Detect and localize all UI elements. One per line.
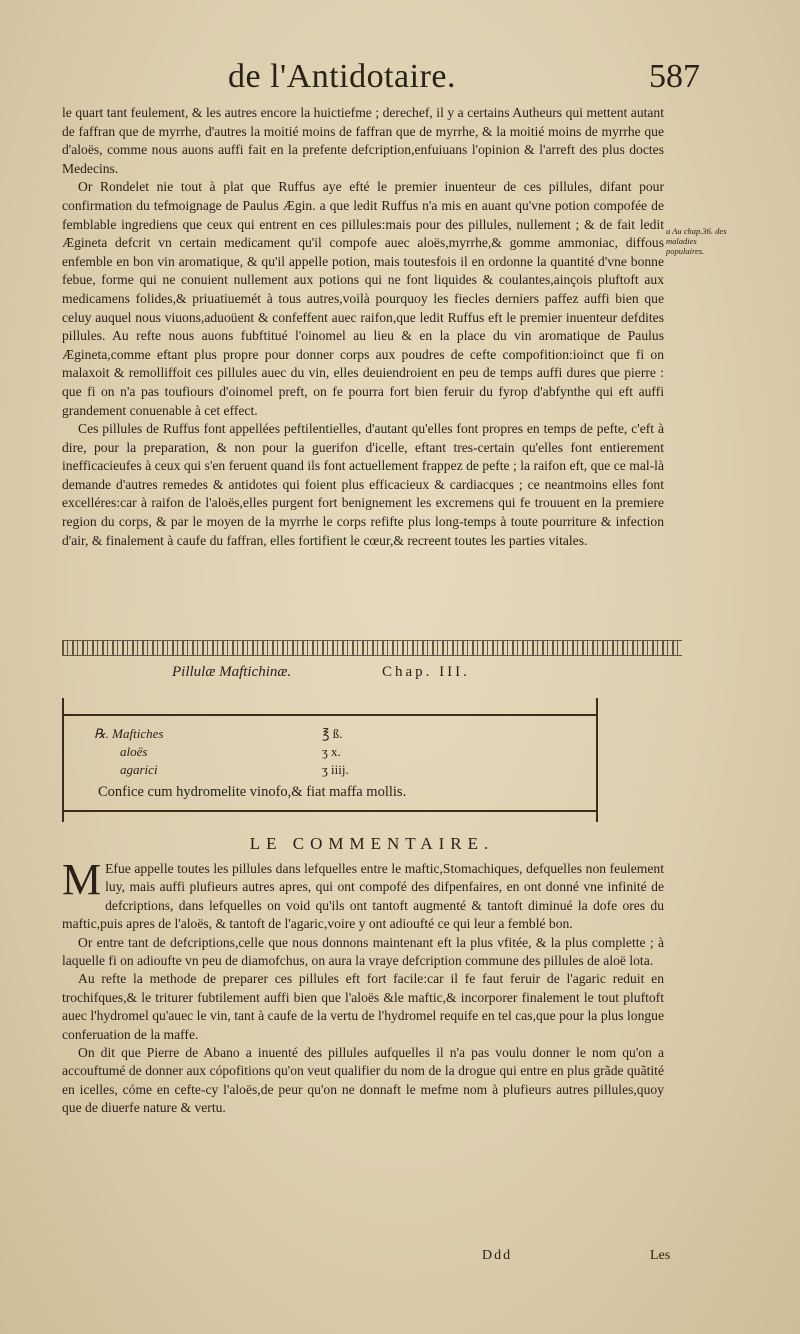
- chapter-name: Pillulæ Maftichinæ.: [172, 664, 292, 680]
- chapter-heading: [62, 664, 682, 686]
- ingredient: aloës: [120, 744, 148, 759]
- recipe-row: [120, 762, 520, 780]
- recipe-box: [62, 698, 598, 822]
- commentary-heading: LE COMMENTAIRE.: [249, 834, 495, 853]
- paragraph: Au refte la methode de preparer ces pillules eft fort facile:car il fe faut feruir de l'agaric reduit en trochifques,& le triturer fubtilement auffi bien que l'aloës &le maftic,& incorporer finalement le tout pluftoft auec l'hydromel qu'auec le vin, tant à caufe de la vertu de l'hydromel requife en tel cas,que pour la plus longue conferuation de la maffe.: [62, 971, 664, 1042]
- paragraph: le quart tant feulement, & les autres encore la huictiefme ; derechef, il y a certains Autheurs qui mettent autant de faffran que de myrrhe, d'autres la moitié moins de faffran que de myrrhe, & la moitié moins de myrrhe que d'aloës, comme nous auons auffi fait en la prefente defcription,enfuiuans l'opinion & l'arreft des plus doctes Medecins.: [62, 105, 664, 176]
- paragraph: Ces pillules de Ruffus font appellées peftilentielles, d'autant qu'elles font propres en temps de pefte, c'eft à dire, pour la preparation, & non pour la guerifon d'icelle, eftant tres-certain qu'elles font entierement inefficacieufes à ceux qui s'en feruent quand ils font actuellement frappez de pefte ; la raifon eft, que ce mal-là demande d'autres remedes & antidotes qui foient plus efficacieux & cardiacques ; ce neantmoins elles font excelléres:car à raifon de l'aloës,elles purgent fort benignement les excremens qui fe trouuent en la premiere region du corps, & par le moyen de la myrrhe le corps refifte plus long-temps à toute pourriture & infection d'air, & finalement à caufe du faffran, elles fortifient le cœur,& recreent toutes les parties vitales.: [62, 421, 664, 548]
- quantity: ʒ iiij.: [322, 762, 349, 777]
- signature-mark: Ddd: [482, 1248, 513, 1263]
- divider: [64, 810, 596, 812]
- running-header: [60, 58, 700, 102]
- divider: [64, 714, 596, 716]
- recipe-row: [120, 744, 520, 762]
- paragraph: Or Rondelet nie tout à plat que Ruffus aye efté le premier inuenteur de ces pillules, difant pour confirmation du tefmoignage de Paulus Ægin. a que ledit Ruffus n'a mis en auant qu'vne potion compofée de femblable ingrediens que ceux qui entrent en ces pillules:mais pour des pillules, nullement ; & de fait ledit Ægineta defcrit vn certain medicament qu'il compofe auec aloës,myrrhe,& gomme ammoniac, diffous enfemble en bon vin aromatique, & qu'il appelle potion, mais toutesfois il en ordonne la quantité d'vne bonne febue, forme qui ne conuient nullement aux potions qui ne font liquides & coulantes,ainçois pluftoft aux medicamens folides,& priuatiuemét à tous autres,voilà pourquoy les fiecles derniers paffez auffi bien que celuy auquel nous viuons,aduoüent & confeffent auec raifon,que ledit Ruffus eft le premier inuenteur defdites pillules. Au refte nous auons fubftitué l'oinomel au lieu & en la place du vin aromatique de Paulus Ægineta,comme eftant plus propre pour donner corps aux poudres de cefte compofition:ioinct que fi on malaxoit & remolliffoit ces pillules auec du vin, elles deuiendroient en peu de temps auffi dures que pierre : que fi on n'a pas toufiours d'oinomel preft, on fe pourra fort bien feruir du fyrop d'abfynthe qui eft auffi grandement conuenable à cet effect.: [62, 179, 664, 418]
- page-number: 587: [649, 58, 700, 95]
- ingredient: ℞. Maftiches: [94, 726, 164, 741]
- drop-capital: M: [62, 855, 102, 904]
- ingredient: agarici: [120, 762, 158, 777]
- recipe-row: [94, 726, 494, 744]
- paragraph: On dit que Pierre de Abano a inuenté des pillules aufquelles il n'a pas voulu donner le nom qu'on a accouftumé de donner aux cópofitions qu'on veut qualifier du nom de la drogue qui entre en plus grãde quãtité en icelles, cóme en cefte-cy l'aloës,de peur qu'on ne donnaft le mefme nom à plufieurs autres pillules,quoy que de diuerfe nature & vertu.: [62, 1045, 664, 1116]
- quantity: ʒ x.: [322, 744, 341, 759]
- main-text: [62, 104, 664, 550]
- ornamental-band: [62, 640, 682, 656]
- paragraph-body: Efue appelle toutes les pillules dans lefquelles entre le maftic,Stomachiques, defquelles non feulement luy, mais auffi plufieurs autres apres, qui ont compofé des difpenfaires, en ont donné vne infinité de defcriptions, dans lefquelles on void qu'ils ont tantoft augmenté & tantoft diminué la dofe ores du maftic,puis apres de l'aloës, & tantoft de l'agaric,voire y ont adioufté ce qui leur a femblé bon.: [62, 861, 664, 932]
- running-title: de l'Antidotaire.: [228, 58, 457, 95]
- chapter-label: Chap. III.: [382, 664, 470, 680]
- paragraph: [62, 855, 664, 934]
- recipe-instruction: Confice cum hydromelite vinofo,& fiat maffa mollis.: [98, 784, 407, 800]
- commentary-text: [62, 855, 664, 1118]
- paragraph: Or entre tant de defcriptions,celle que nous donnons maintenant eft la plus vfitée, & la plus complette ; à laquelle fi on adioufte vn peu de diamofchus, on aura la vraye defcription commune des pillules de aloë lota.: [62, 934, 664, 969]
- margin-note: a Au chap.36. des maladies populaires.: [666, 226, 727, 256]
- catchword: Les: [650, 1248, 671, 1263]
- quantity: ℥ ß.: [322, 726, 343, 741]
